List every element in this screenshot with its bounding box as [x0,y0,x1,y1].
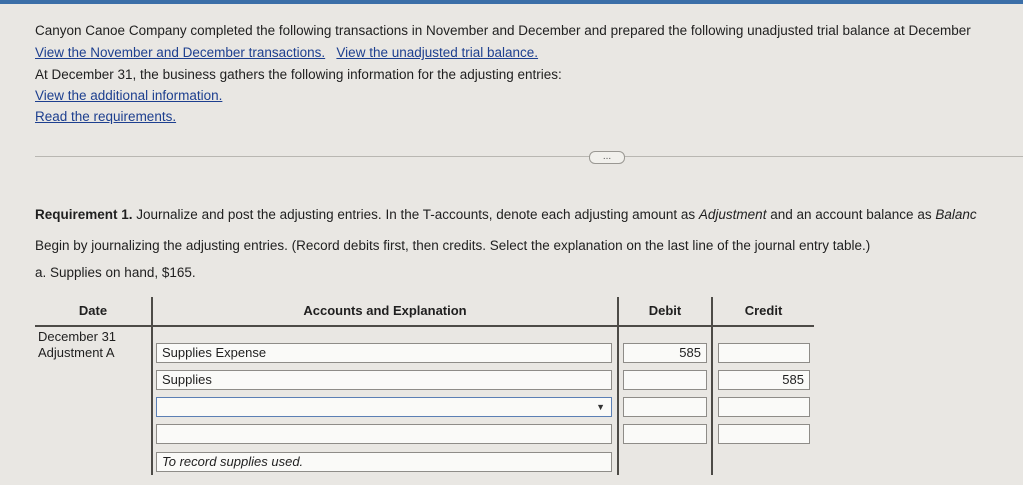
credit-input[interactable] [718,424,810,444]
debit-input[interactable] [623,370,707,390]
dropdown-arrow-icon: ▼ [596,402,605,412]
date-cell [38,329,116,361]
header-accounts: Accounts and Explanation [153,297,617,327]
column-divider [711,297,713,475]
link-requirements[interactable]: Read the requirements. [35,109,177,124]
header-date: Date [35,297,151,327]
explanation-input[interactable]: To record supplies used. [156,452,612,472]
credit-input[interactable] [718,343,810,363]
header-credit: Credit [713,297,814,327]
column-divider [617,297,619,475]
journal-entry-table [35,297,814,475]
debit-input[interactable]: 585 [623,343,707,363]
instructions-text: Begin by journalizing the adjusting entries. (Record debits first, then credits. Select the explanation on the last line of the journal entry table.) [35,238,871,253]
intro-links [35,45,538,61]
account-input[interactable]: Supplies [156,370,612,390]
credit-input[interactable]: 585 [718,370,810,390]
section-divider [35,156,1023,157]
adjustment-label: Adjustment A [38,345,115,360]
account-input[interactable]: Supplies Expense [156,343,612,363]
column-divider [151,297,153,475]
requirement-text: Requirement 1. Journalize and post the adjusting entries. In the T-accounts, denote each adjusting amount as Adjustment and an account balance as Balanc [35,207,977,222]
link-transactions[interactable]: View the November and December transactions. [35,45,326,60]
requirement-label: Requirement 1. [35,207,133,222]
top-accent-bar [0,0,1023,4]
link-additional-info[interactable]: View the additional information. [35,88,223,103]
account-select[interactable] [156,397,612,417]
adjusting-intro-text: At December 31, the business gathers the following information for the adjusting entries: [35,67,562,82]
item-a-text: a. Supplies on hand, $165. [35,265,196,280]
header-debit: Debit [619,297,711,327]
credit-input[interactable] [718,397,810,417]
expand-button[interactable]: ... [589,151,625,164]
date-value: December 31 [38,329,117,344]
intro-text: Canyon Canoe Company completed the following transactions in November and December and prepared the following unadjusted trial balance at December [35,23,971,38]
account-input[interactable] [156,424,612,444]
debit-input[interactable] [623,397,707,417]
link-trial-balance[interactable]: View the unadjusted trial balance. [336,45,539,60]
debit-input[interactable] [623,424,707,444]
